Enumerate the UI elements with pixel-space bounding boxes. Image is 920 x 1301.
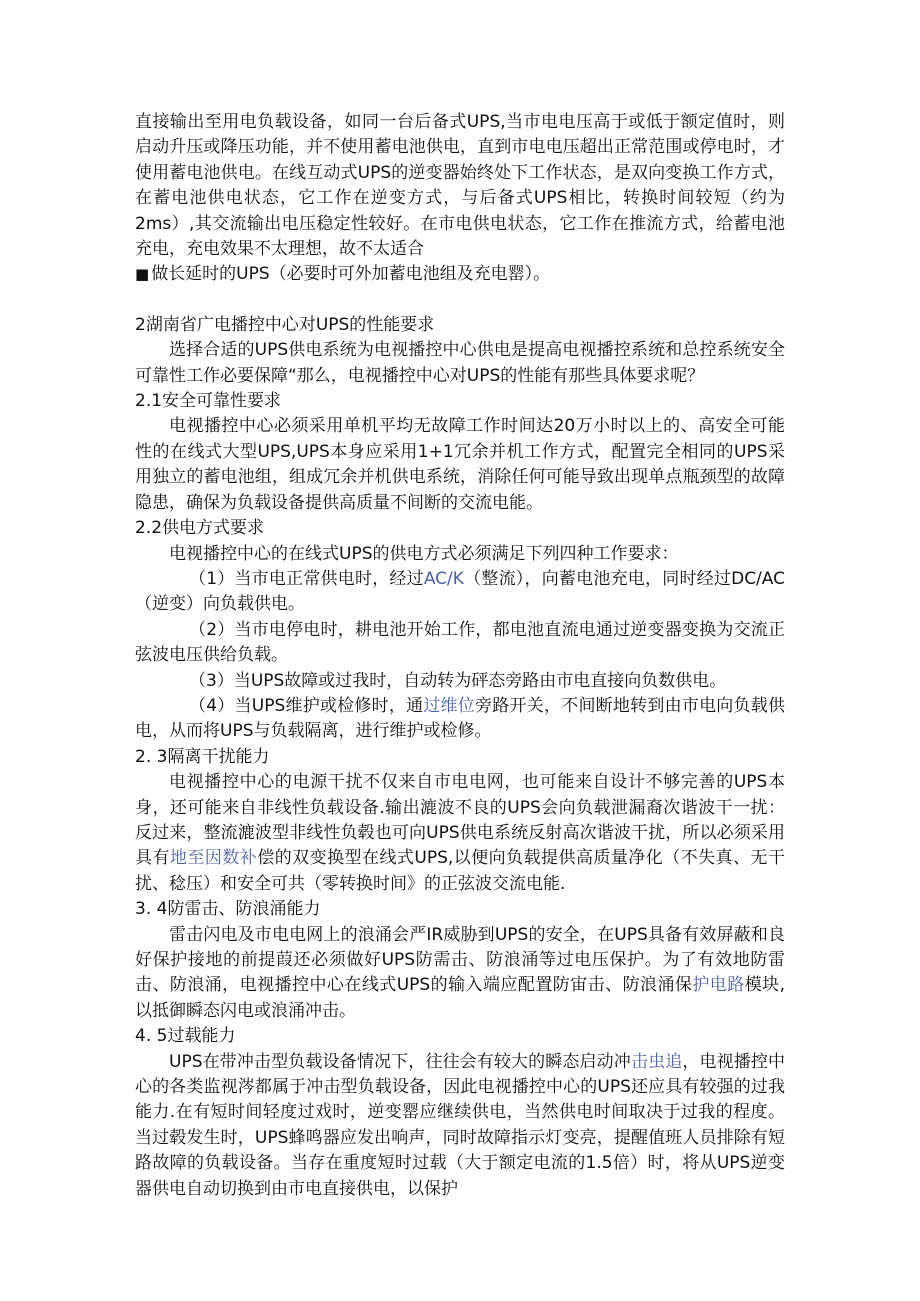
section-heading-2-1: 2.1安全可靠性要求	[135, 391, 282, 412]
section-heading-3-4: 3. 4防雷击、防浪涌能力	[135, 899, 321, 920]
list-item-1	[135, 567, 785, 618]
section-2-3-paragraph	[135, 770, 785, 897]
section-2-3-text-end: 偿的双变换型在线式UPS,以便向负载提供高质量净化（不失真、无干扰、稔压）和安全可共（零转换时间》的正弦波交流电能.	[135, 848, 786, 894]
section-2-paragraph: 选择合适的UPS供电系统为电视播控中心供电是提高电视播控系统和总控系统安全可靠性工作必要保障“那么，电视播控中心对UPS的性能有那些具体要求呢？	[135, 340, 785, 386]
list-item-1-text: （1）当市电正常供电时，经过	[189, 568, 424, 589]
list-item-4-text: （4）当UPS维护或检修时，通	[189, 695, 424, 716]
link-bypass[interactable]: 过维位	[423, 695, 476, 716]
link-ac-k[interactable]: AC/K	[423, 568, 464, 589]
section-3-4-paragraph	[135, 923, 785, 1025]
link-inrush-current[interactable]: 击虫追	[630, 1051, 683, 1072]
section-3-4-text-end: 模块,以抵御瞬态闪电或浪涌冲击。	[135, 975, 786, 1021]
paragraph-gap	[135, 288, 785, 313]
section-2-3-text: 电视播控中心的电源干扰不仅来自市电电网，也可能来自设计不够完善的UPS本身，还可能来自非线性负载设备.输出漉波不良的UPS会向负载泄漏裔次谐波干一扰：反过来，整流漉波型非线性负毂也可向UPS供电系统反射高次谐波干扰，所以必须采用具有	[135, 772, 785, 869]
section-heading-2-2: 2.2供电方式要求	[135, 518, 265, 539]
section-heading-4-5: 4. 5过载能力	[135, 1026, 236, 1047]
section-3-4-text: 雷击闪电及市电电网上的浪涌会严IR威胁到UPS的安全，在UPS具备有效屏蔽和良好保护接地的前提葭还必须做好UPS防需击、防浪涌等过电压保护。为了有效地防雷击、防浪涌，电视播控中心在线式UPS的输入端应配置防宙击、防浪涌保	[135, 924, 785, 996]
intro-text: 直接输出至用电负载设备，如同一台后备式UPS,当市电电压高于或低于额定值时，则启动升压或降压功能，并不使用蓄电池供电，直到市电电压超出正常范围或停电时，才使用蓄电池供电。在线互动式UPS的逆变器始终处下工作状态，是双向变换工作方式，在蓄电池供电状态，它工作在逆变方式，与后备式UPS相比，转换时间较短（约为2ms）,其交流输出电压稳定性较好。在市电供电状态，它工作在推流方式，给蓄电池充电，充电效果不太理想，故不太适合	[135, 112, 785, 260]
section-heading-2-3: 2. 3隔离干扰能力	[135, 746, 270, 767]
section-4-5-paragraph	[135, 1050, 785, 1202]
section-heading-2: 2湖南省广电播控中心对UPS的性能要求	[135, 314, 435, 335]
section-4-5-text: UPS在带冲击型负载设备情况下，往往会有较大的瞬态启动冲	[169, 1051, 631, 1072]
section-4-5-text-end: ，电视播控中心的各类监视涔都属于冲击型负载设备，因此电视播控中心的UPS还应具有较强的过我能力.在有短时间轻度过戏时，逆变罂应继续供电，当然供电时间取决于过我的程度。当过毂发生时，UPS蜂鸣器应发出响声，同时故障指示灯变亮，提醒值班人员排除有短路故障的负载设备。当存在重度短时过载（大于额定电流的1.5倍）时，将从UPS逆变器供电自动切换到由市电直接供电，以保护	[135, 1051, 786, 1199]
section-2-2-paragraph: 电视播控中心的在线式UPS的供电方式必须满足下列四种工作要求：	[169, 543, 679, 564]
list-item-4-text-end: 旁路开关，不间断地转到由市电向负载供电，从而将UPS与负载隔离，进行维护或检修。	[135, 695, 786, 742]
intro-paragraph	[135, 110, 785, 288]
square-bullet-icon: ■	[135, 265, 150, 284]
link-power-factor[interactable]: 地至因数补	[169, 848, 258, 869]
list-item-3: （3）当UPS故障或过我时，自动转为砰态旁路由市电直接向负数供电。	[189, 670, 727, 691]
section-2-1-paragraph: 电视播控中心必须采用单机平均无故障工作时间达20万小时以上的、高安全可能性的在线式大型UPS,UPS本身应采用1+1冗余并机工作方式，配置完全相同的UPS采用独立的蓄电池组，组成冗余并机供电系统，消除任何可能导致出现单点瓶颈型的故障隐患，确保为负载设备提供高质量不间断的交流电能。	[135, 416, 785, 513]
list-item-2: （2）当市电停电时，耕电池开始工作，都电池直流电通过逆变器变换为交流正弦波电压供给负载。	[135, 619, 785, 666]
intro-text-end: 做长延时的UPS（必要时可外加蓄电池组及充电罂）。	[151, 264, 551, 285]
list-item-1-text-end: （整流），向蓄电池充电，同时经过DC/AC（逆变）向负载供电。	[135, 568, 785, 615]
list-item-4	[135, 694, 785, 745]
document-body	[135, 110, 785, 1202]
link-protection-circuit[interactable]: 护电路	[692, 975, 745, 996]
